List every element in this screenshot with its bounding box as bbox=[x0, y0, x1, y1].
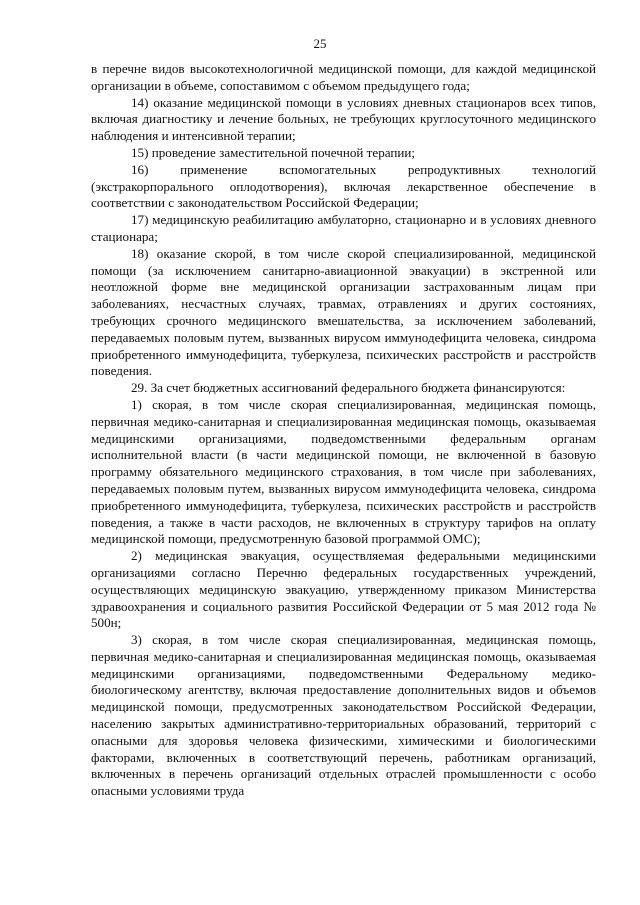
paragraph-item-14: 14) оказание медицинской помощи в условиях дневных стационаров всех типов, включая диагностику и лечение больных, не требующих круглосуточного медицинского наблюдения и интенсивной терапии; bbox=[91, 94, 596, 144]
paragraph-item-15: 15) проведение заместительной почечной терапии; bbox=[131, 144, 416, 160]
paragraph-item-2: 2) медицинская эвакуация, осуществляемая федеральными медицинскими организациями согласно Перечню федеральных государственных учреждений, осуществляющих медицинскую эвакуацию, утвержденному приказом Министерства здравоохранения и социального развития Российской Федерации от 5 мая 2012 года № 500н; bbox=[91, 548, 596, 631]
paragraph-item-17: 17) медицинскую реабилитацию амбулаторно, стационарно и в условиях дневного стационара; bbox=[91, 212, 596, 244]
paragraph-item-1: 1) скорая, в том числе скорая специализированная, медицинская помощь, первичная медико-санитарная и специализированная медицинская помощь, оказываемая медицинскими организациями, подведомственными федеральным органам исполнительной власти (в части медицинской помощи, не включенной в базовую программу обязательного медицинского страхования, в том числе при заболеваниях, передаваемых половым путем, вызванных вирусом иммунодефицита человека, синдрома приобретенного иммунодефицита, туберкулеза, психических расстройств и расстройств поведения, а также в части расходов, не включенных в структуру тарифов на оплату медицинской помощи, предусмотренную базовой программой ОМС); bbox=[91, 396, 596, 547]
paragraph-section-29: 29. За счет бюджетных ассигнований федерального бюджета финансируются: bbox=[131, 380, 566, 396]
paragraph-item-3: 3) скорая, в том числе скорая специализированная, медицинская помощь, первичная медико-санитарная и специализированная медицинская помощь, оказываемая медицинскими организациями, подведомственными Федеральному медико-биологическому агентству, включая предоставление дополнительных видов и объемов медицинской помощи, предусмотренных законодательством Российской Федерации, населению закрытых административно-территориальных образований, территорий с опасными для здоровья человека физическими, химическими и биологическими факторами, включенных в соответствующий перечень, работникам организаций, включенных в перечень организаций отдельных отраслей промышленности с особо опасными условиями труда bbox=[91, 632, 596, 799]
paragraph-item-18: 18) оказание скорой, в том числе скорой специализированной, медицинской помощи (за исключением санитарно-авиационной эвакуации) в экстренной или неотложной форме вне медицинской организации застрахованным лицам при заболеваниях, несчастных случаях, травмах, отравлениях и других состояниях, требующих срочного медицинского вмешательства, за исключением заболеваний, передаваемых половым путем, вызванных вирусом иммунодефицита человека, синдрома приобретенного иммунодефицита, туберкулеза, психических расстройств и расстройств поведения. bbox=[91, 245, 596, 379]
paragraph-continuation: в перечне видов высокотехнологичной медицинской помощи, для каждой медицинской организации в объеме, сопоставимом с объемом предыдущего года; bbox=[91, 61, 596, 93]
page-number: 25 bbox=[313, 36, 327, 51]
paragraph-item-16: 16) применение вспомогательных репродуктивных технологий (экстракорпорального оплодотворения), включая лекарственное обеспечение в соответствии с законодательством Российской Федерации; bbox=[91, 161, 596, 211]
document-body bbox=[91, 61, 596, 800]
